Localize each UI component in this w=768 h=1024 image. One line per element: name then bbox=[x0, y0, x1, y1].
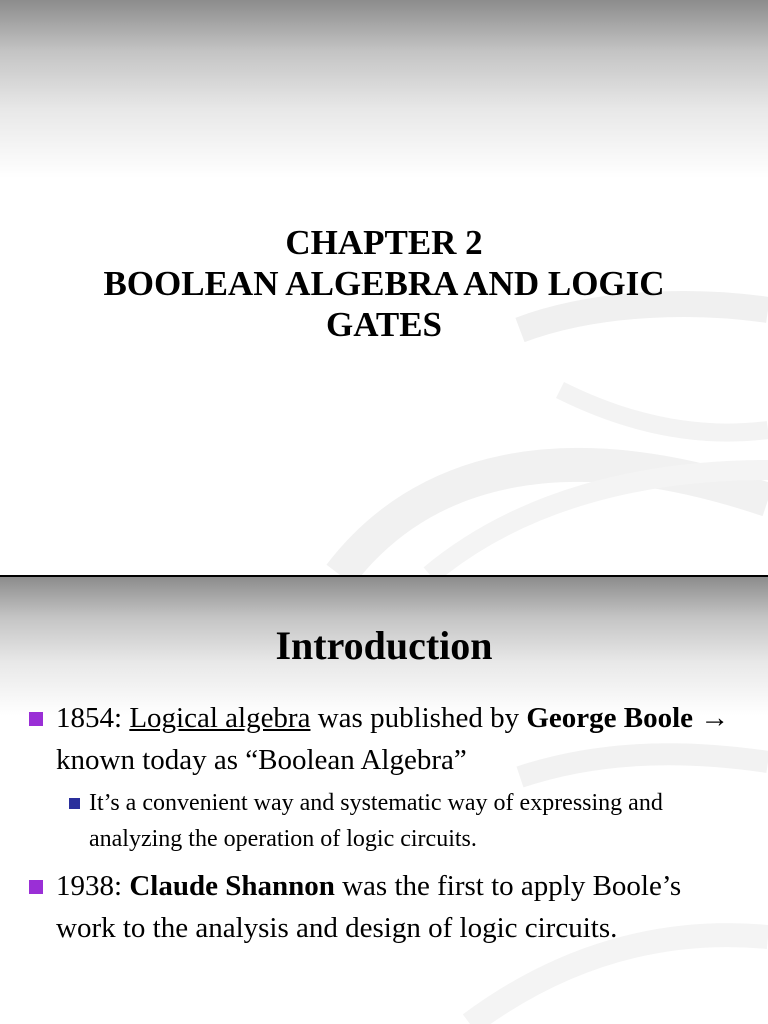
bullet-item-1854 bbox=[56, 697, 748, 781]
bullet-year: 1938: bbox=[56, 870, 130, 902]
claude-shannon-name: Claude Shannon bbox=[129, 870, 335, 902]
george-boole-name: George Boole bbox=[526, 702, 694, 734]
title-line-3: GATES bbox=[325, 305, 443, 344]
bullet-text: known today as “Boolean Algebra” bbox=[56, 744, 467, 776]
small-square-bullet-icon bbox=[69, 798, 80, 809]
square-bullet-icon bbox=[29, 880, 43, 894]
sub-bullet-text: It’s a convenient way and systematic way of expressing and analyzing the operation of logic circuits. bbox=[89, 790, 663, 852]
logical-algebra-term: Logical algebra bbox=[129, 702, 311, 734]
arrow-right-icon: → bbox=[693, 702, 730, 734]
bullet-list bbox=[0, 697, 768, 949]
sub-bullet-item bbox=[89, 785, 738, 857]
bullet-text: was published by bbox=[310, 702, 527, 734]
slide-title bbox=[0, 222, 768, 345]
bullet-year: 1854: bbox=[56, 702, 130, 734]
bullet-text: was the first to apply Boole’s work to the analysis and design of logic circuits. bbox=[56, 870, 682, 944]
title-line-2: BOOLEAN ALGEBRA AND LOGIC bbox=[103, 264, 665, 303]
slide-heading: Introduction bbox=[275, 623, 493, 668]
title-line-1: CHAPTER 2 bbox=[285, 223, 483, 262]
square-bullet-icon bbox=[29, 712, 43, 726]
bullet-item-1938 bbox=[56, 865, 748, 949]
introduction-slide bbox=[0, 577, 768, 1024]
